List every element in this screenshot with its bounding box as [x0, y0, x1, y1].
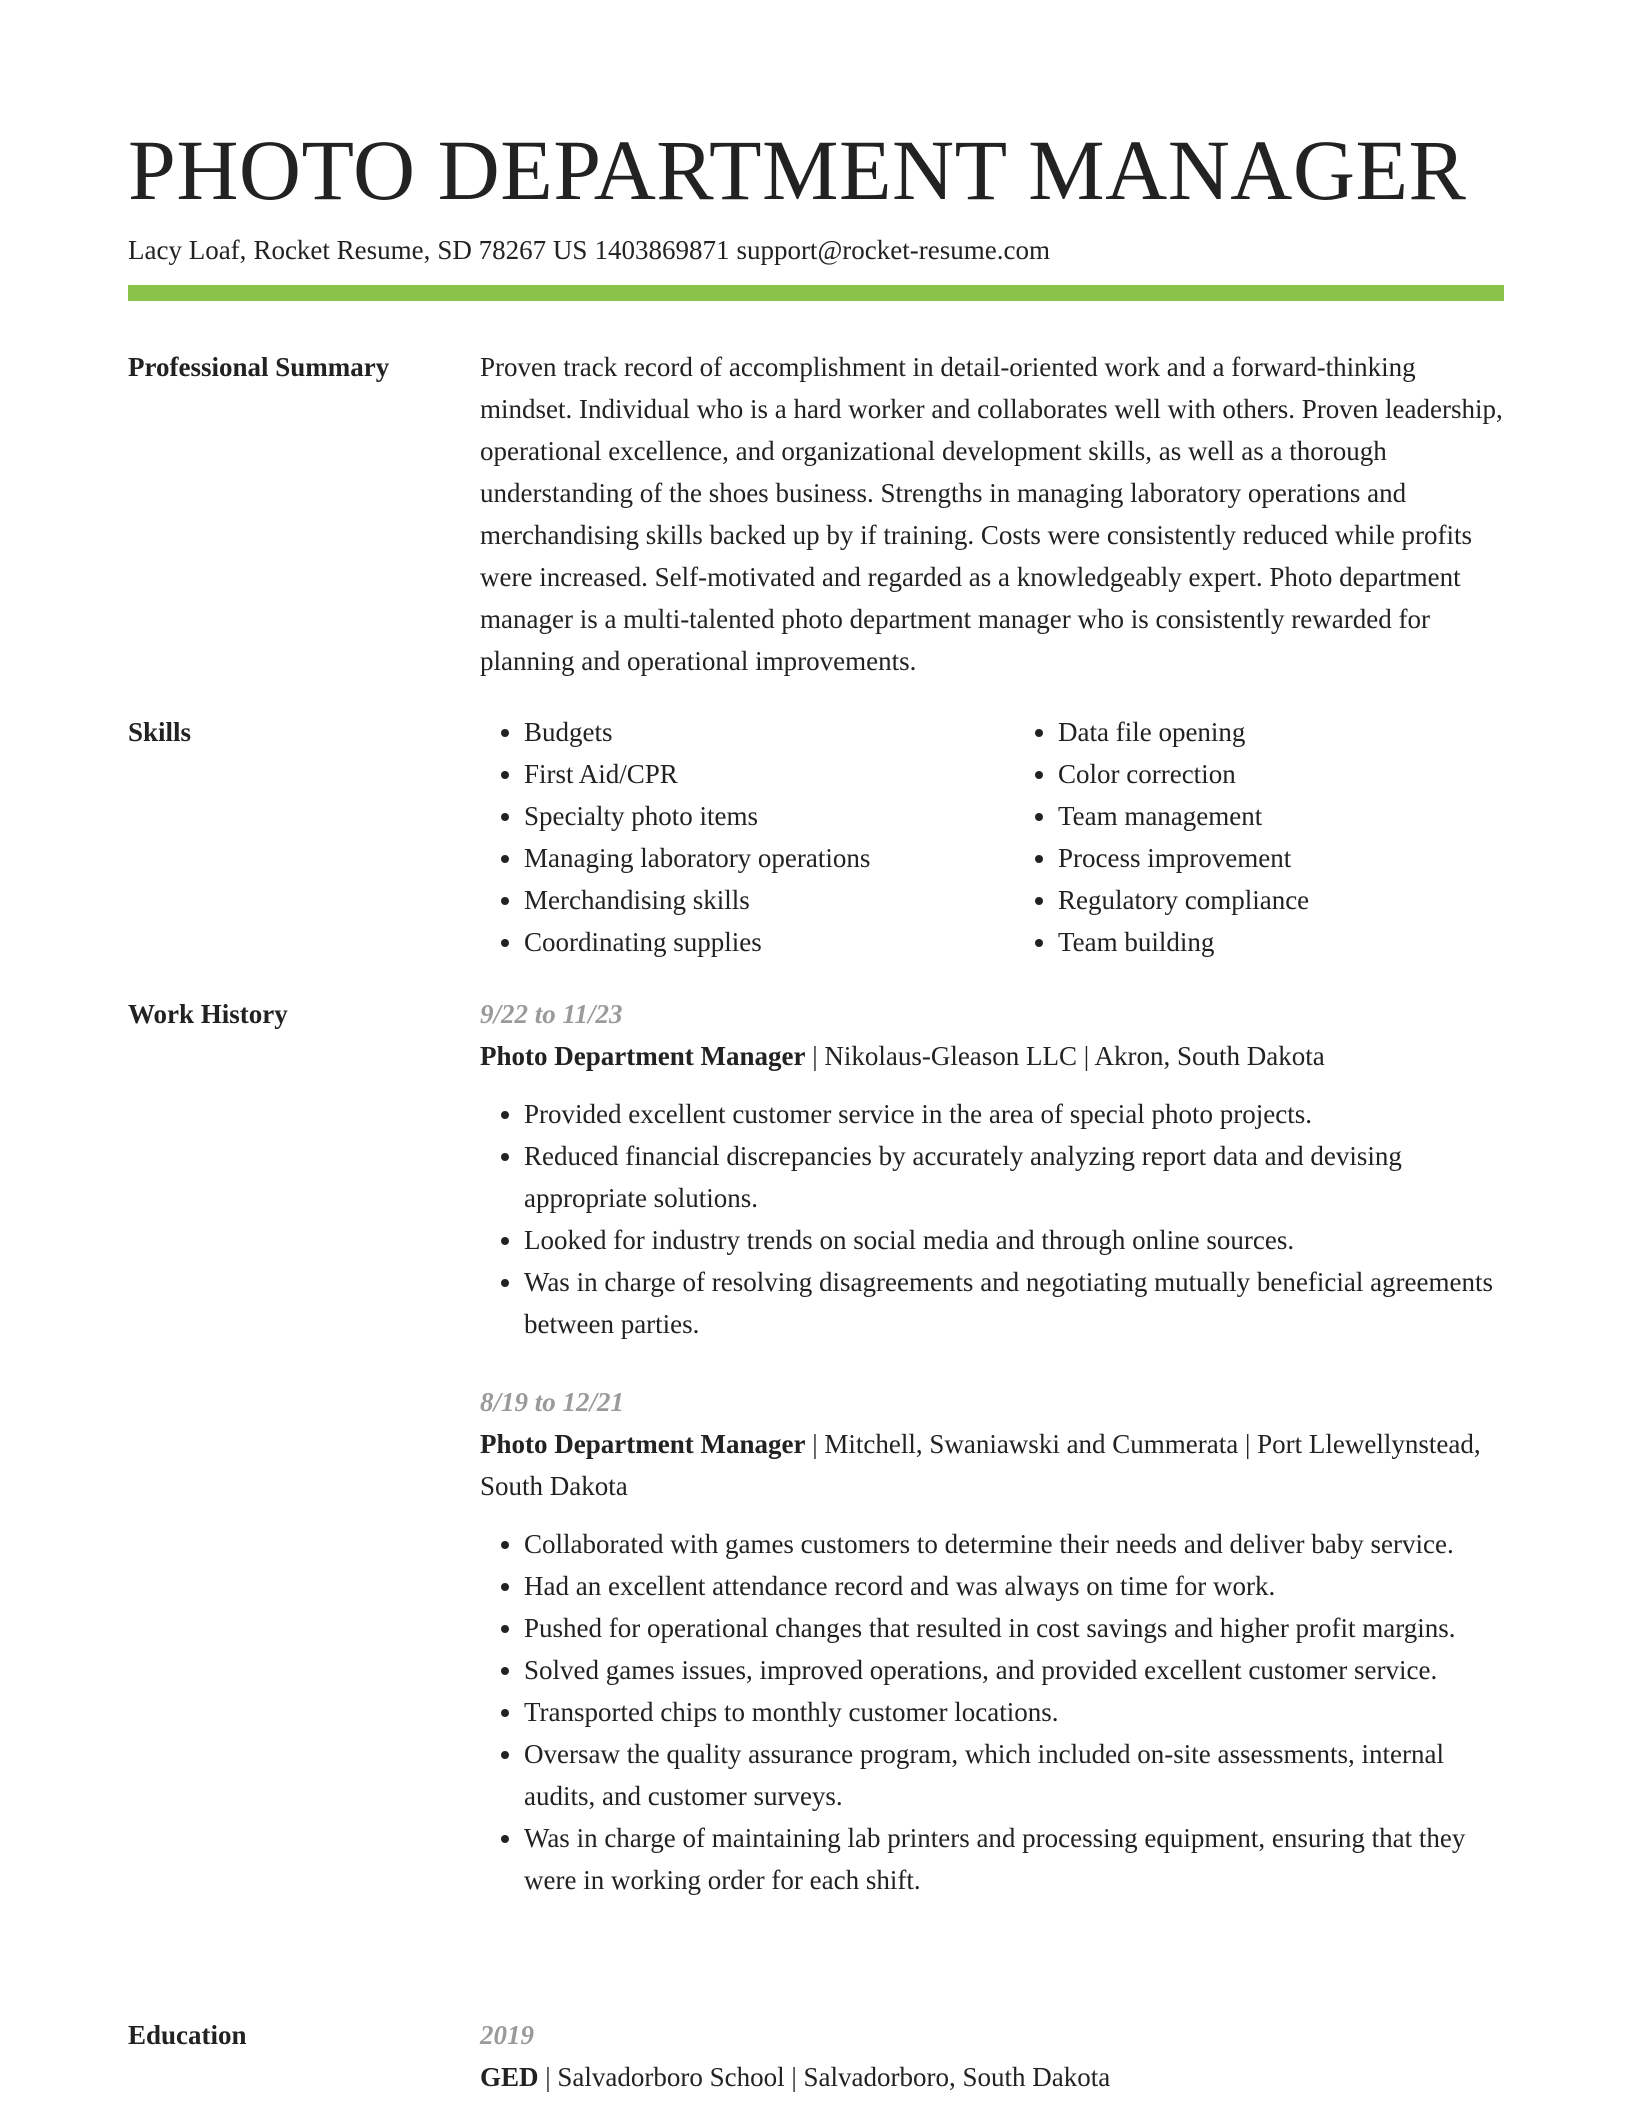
education-degree: GED: [480, 2062, 539, 2092]
skill-item: • Budgets: [524, 711, 970, 753]
contact-name: Lacy Loaf,: [128, 235, 247, 265]
job-details: | Nikolaus-Gleason LLC | Akron, South Dakota: [805, 1041, 1325, 1071]
skill-item: • Team building: [1058, 921, 1504, 963]
job-bullet: • Solved games issues, improved operations, and provided excellent customer service.: [524, 1649, 1504, 1691]
summary-text: Proven track record of accomplishment in detail-oriented work and a forward-thinking mindset. Individual who is a hard worker and collaborates well with others. Proven leadership, operational excellence, and organizational development skills, as well as a thorough understanding of the shoes business. Strengths in managing laboratory operations and merchandising skills backed up by if training. Costs were consistently reduced while profits were increased. Self-motivated and regarded as a knowledgeably expert. Photo department manager is a multi-talented photo department manager who is consistently rewarded for planning and operational improvements.: [480, 352, 1503, 676]
education-body: [480, 2014, 1504, 2098]
job-bullet: • Collaborated with games customers to determine their needs and deliver baby service.: [524, 1523, 1504, 1565]
job-heading: [480, 1035, 1504, 1077]
job-bullet: • Was in charge of maintaining lab printers and processing equipment, ensuring that they were in working order for each shift.: [524, 1817, 1504, 1901]
job-entry: [480, 1381, 1504, 1901]
job-bullet: • Had an excellent attendance record and was always on time for work.: [524, 1565, 1504, 1607]
contact-city: Rocket Resume,: [253, 235, 431, 265]
job-bullet: • Pushed for operational changes that resulted in cost savings and higher profit margins.: [524, 1607, 1504, 1649]
job-dates: 8/19 to 12/21: [480, 1387, 625, 1417]
skill-item: • First Aid/CPR: [524, 753, 970, 795]
job-heading: [480, 1423, 1504, 1507]
job-role: Photo Department Manager: [480, 1429, 806, 1459]
job-bullets: [480, 1093, 1504, 1345]
job-bullet: • Looked for industry trends on social media and through online sources.: [524, 1219, 1504, 1261]
work-history-body: [480, 993, 1504, 1901]
job-details: | Mitchell, Swaniawski and Cummerata | Port Llewellynstead, South Dakota: [480, 1429, 1481, 1501]
job-bullet: • Provided excellent customer service in the area of special photo projects.: [524, 1093, 1504, 1135]
job-bullets: [480, 1523, 1504, 1901]
contact-phone: 1403869871: [594, 235, 730, 265]
summary-body: [480, 346, 1504, 682]
section-label: Skills: [128, 717, 192, 747]
section-label: Professional Summary: [128, 352, 390, 382]
skill-item: • Process improvement: [1058, 837, 1504, 879]
skills-list-right: [1014, 711, 1504, 963]
skill-item: • Regulatory compliance: [1058, 879, 1504, 921]
job-dates: 9/22 to 11/23: [480, 999, 623, 1029]
skill-item: • Team management: [1058, 795, 1504, 837]
skill-item: • Color correction: [1058, 753, 1504, 795]
skills-list-left: [480, 711, 970, 963]
skills-body: [480, 711, 1504, 963]
job-role: Photo Department Manager: [480, 1041, 806, 1071]
skill-item: • Data file opening: [1058, 711, 1504, 753]
skill-item: • Merchandising skills: [524, 879, 970, 921]
education-heading: [480, 2056, 1504, 2098]
job-bullet: • Transported chips to monthly customer locations.: [524, 1691, 1504, 1733]
job-bullet: • Reduced financial discrepancies by accurately analyzing report data and devising appropriate solutions.: [524, 1135, 1504, 1219]
section-label: Work History: [128, 999, 288, 1029]
accent-divider: [128, 285, 1504, 301]
job-bullet: • Was in charge of resolving disagreements and negotiating mutually beneficial agreements between parties.: [524, 1261, 1504, 1345]
skill-item: • Coordinating supplies: [524, 921, 970, 963]
contact-line: [128, 232, 1050, 268]
contact-region: SD 78267 US: [437, 235, 588, 265]
education-details: | Salvadorboro School | Salvadorboro, South Dakota: [538, 2062, 1111, 2092]
job-bullet: • Oversaw the quality assurance program, which included on-site assessments, internal audits, and customer surveys.: [524, 1733, 1504, 1817]
job-entry: [480, 993, 1504, 1345]
section-label: Education: [128, 2020, 247, 2050]
skill-item: • Managing laboratory operations: [524, 837, 970, 879]
resume-title: PHOTO DEPARTMENT MANAGER: [128, 122, 1467, 218]
contact-email[interactable]: support@rocket-resume.com: [736, 235, 1050, 265]
education-year: 2019: [480, 2020, 534, 2050]
skill-item: • Specialty photo items: [524, 795, 970, 837]
